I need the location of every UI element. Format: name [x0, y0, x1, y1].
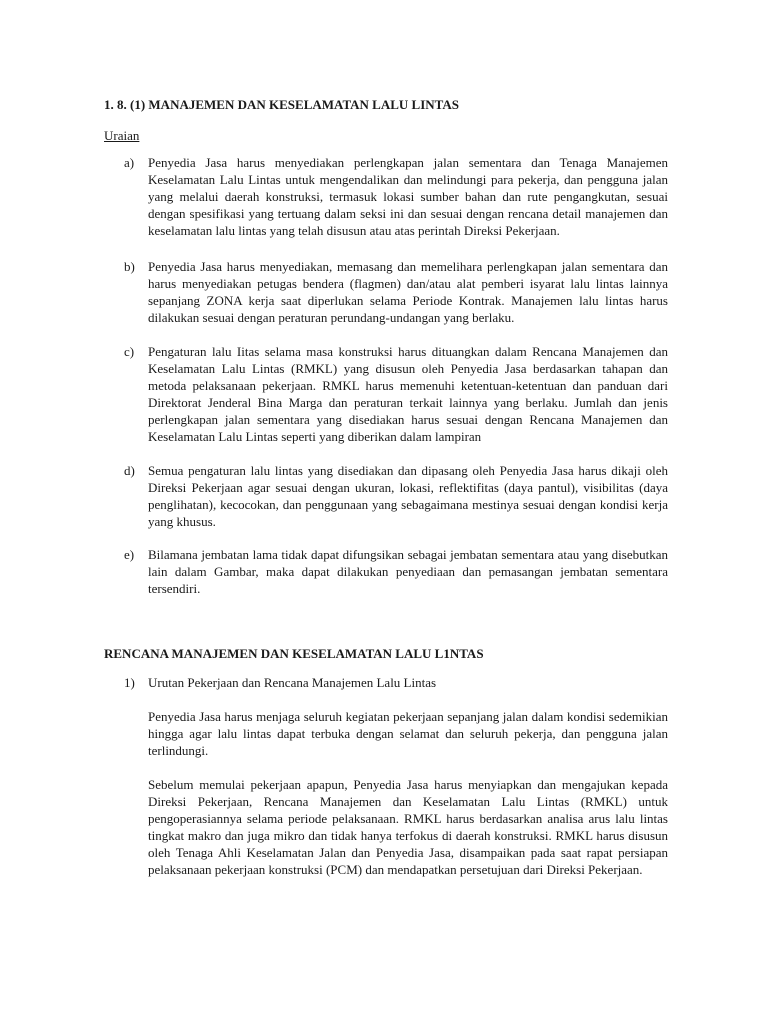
- list-item-text: Penyedia Jasa harus menyediakan, memasang dan memelihara perlengkapan jalan sementara dan harus menyediakan petugas bendera (flagmen) dan/atau alat pemberi isyarat lalu lintas lainnya sepanjang ZONA kerja saat diperlukan selama Periode Kontrak. Manajemen lalu lintas harus dilakukan sesuai dengan peraturan perundang-undangan yang berlaku.: [148, 259, 668, 325]
- subitem-title: Urutan Pekerjaan dan Rencana Manajemen Lalu Lintas: [148, 675, 437, 690]
- list-item-text: Penyedia Jasa harus menyediakan perlengkapan jalan sementara dan Tenaga Manajemen Keselamatan Lalu Lintas untuk mengendalikan dan melindungi para pekerja, dan pengguna jalan yang melalui daerah konstruksi, termasuk lokasi sumber bahan dan rute pengangkutan, sesuai dengan spesifikasi yang tertuang dalam seksi ini dan sesuai dengan rencana detail manajemen dan keselamatan lalu lintas yang telah disusun atau atas perintah Direksi Pekerjaan.: [148, 155, 668, 238]
- list-item-text: Pengaturan lalu Iitas selama masa konstruksi harus dituangkan dalam Rencana Manajemen dan Keselamatan Lalu Lintas (RMKL) yang disusun oleh Penyedia Jasa berdasarkan tahapan dan metoda pelaksanaan pekerjaan. RMKL harus memenuhi ketentuan-ketentuan dan panduan dari Direktorat Jenderal Bina Marga dan peraturan terkait lainnya yang berlaku. Jumlah dan jenis perlengkapan jalan sementara yang disediakan harus sesuai dengan Rencana Manajemen dan Keselamatan Lalu Lintas seperti yang diberikan dalam lampiran: [148, 344, 668, 444]
- list-marker: b): [124, 259, 135, 274]
- numbered-subitem: [124, 674, 436, 691]
- list-item-a: [124, 154, 668, 239]
- paragraph: Sebelum memulai pekerjaan apapun, Penyedia Jasa harus menyiapkan dan mengajukan kepada Direksi Pekerjaan, Rencana Manajemen dan Keselamatan Lalu Lintas (RMKL) untuk pengoperasiannya selama periode pelaksanaan. RMKL harus berdasarkan analisa arus lalu lintas tingkat makro dan juga mikro dan tidak hanya terfokus di daerah konstruksi. RMKL harus disusun oleh Tenaga Ahli Keselamatan Jalan dan Penyedia Jasa, disampaikan pada saat rapat persiapan pelaksanaan pekerjaan konstruksi (PCM) dan mendapatkan persetujuan dari Direksi Pekerjaan.: [148, 777, 668, 877]
- list-item-e: [124, 546, 668, 597]
- list-item-text: Semua pengaturan lalu lintas yang disediakan dan dipasang oleh Penyedia Jasa harus dikaji oleh Direksi Pekerjaan agar sesuai dengan ukuran, lokasi, reflektifitas (daya pantul), visibilitas (daya penglihatan), kecocokan, dan penggunaan yang sebagaimana mestinya sesuai dengan kondisi kerja yang khusus.: [148, 463, 668, 529]
- subitem-marker: 1): [124, 675, 135, 690]
- list-item-b: [124, 258, 668, 326]
- paragraph: Penyedia Jasa harus menjaga seluruh kegiatan pekerjaan sepanjang jalan dalam kondisi sedemikian hingga agar lalu lintas dapat terbuka dengan selamat dan seluruh pekerja, dan pengguna jalan terlindungi.: [148, 709, 668, 758]
- list-marker: e): [124, 547, 135, 562]
- list-item-d: [124, 462, 668, 530]
- subsection-title: Uraian: [104, 128, 140, 143]
- section-heading-rencana: RENCANA MANAJEMEN DAN KESELAMATAN LALU L1NTAS: [104, 646, 484, 661]
- list-marker: a): [124, 155, 135, 170]
- list-item-c: [124, 343, 668, 445]
- list-marker: c): [124, 344, 135, 359]
- list-item-text: Bilamana jembatan lama tidak dapat difungsikan sebagai jembatan sementara atau yang disebutkan lain dalam Gambar, maka dapat dilakukan penyediaan dan pemasangan jembatan sementara tersendiri.: [148, 547, 668, 596]
- section-heading: 1. 8. (1) MANAJEMEN DAN KESELAMATAN LALU LINTAS: [104, 97, 459, 112]
- list-marker: d): [124, 463, 135, 478]
